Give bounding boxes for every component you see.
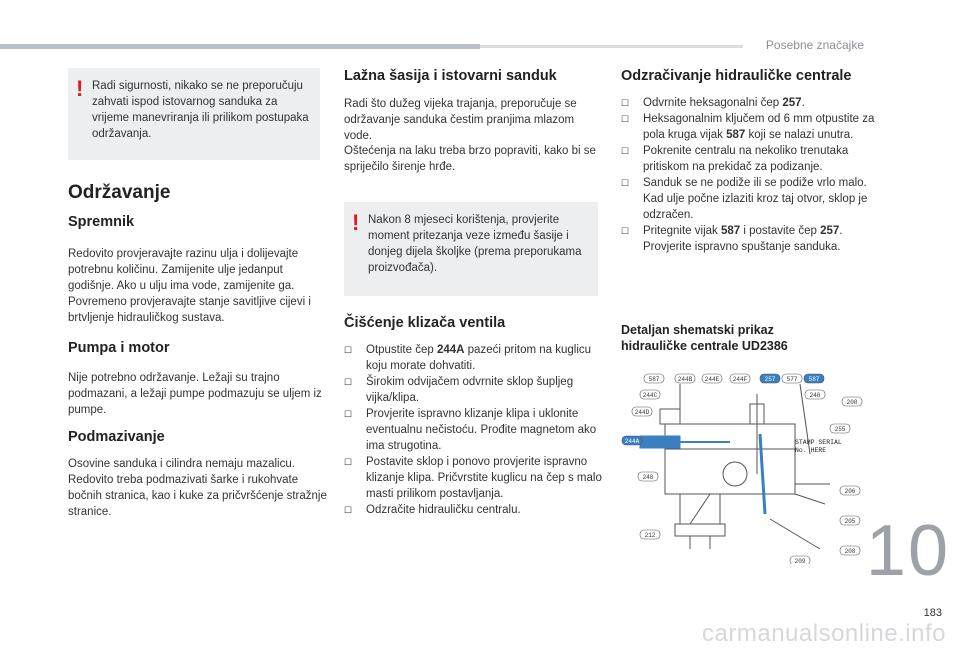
- diagram-label: 244F: [732, 375, 748, 383]
- text-lazna-2: Oštećenja na laku treba brzo popraviti, kako bi se spriječilo širenje hrđe.: [344, 145, 596, 173]
- list-item: ☐ Postavite sklop i ponovo provjerite ispravno klizanje klipa. Pričvrstite kuglicu na čep s malo masti prilikom postavljanja.: [344, 456, 602, 500]
- list-item: ☐ Pritegnite vijak 587 i postavite čep 257. Provjerite ispravno spuštanje sanduka.: [621, 225, 843, 253]
- diagram-label: 209: [794, 557, 806, 564]
- header-bar-light: [480, 45, 743, 48]
- diagram-label: 577: [786, 375, 798, 383]
- diagram-label: 244E: [704, 375, 720, 383]
- diagram-label: 212: [644, 531, 656, 539]
- diagram-label: 255: [834, 425, 846, 433]
- diagram-label: 246: [809, 391, 821, 399]
- chapter-number: 10: [865, 511, 950, 591]
- warning-icon: !: [76, 76, 84, 101]
- heading-diagram: Detaljan shematski prikaz hidrauličke centrale UD2386: [621, 323, 788, 353]
- list-item: ☐ Heksagonalnim ključem od 6 mm otpustite za pola kruga vijak 587 koji se nalazi unutra.: [621, 113, 875, 141]
- text-spremnik: Redovito provjeravajte razinu ulja i dolijevajte potrebnu količinu. Zamijenite ulje jedanput godišnje. Ako u ulju ima vode, zamijenite ga. Povremeno provjeravajte stanje savitljive cijevi i brtvljenje hidrauličkog sustava.: [68, 248, 311, 324]
- diagram-label: 244B: [677, 375, 693, 383]
- list-item: ☐ Širokim odvijačem odvrnite sklop šupljeg vijka/klipa.: [344, 376, 574, 404]
- list-item: ☐ Odvrnite heksagonalni čep 257.: [621, 97, 805, 109]
- diagram-label: 208: [844, 547, 856, 555]
- diagram-circle: [723, 462, 747, 486]
- diagram-label: 244C: [642, 391, 658, 399]
- list-ciscenje: [344, 342, 602, 518]
- section-title: Posebne značajke: [765, 38, 864, 52]
- page-number: 183: [923, 607, 942, 619]
- list-item: ☐ Provjerite ispravno klizanje klipa i uklonite eventualnu nečistoću. Prođite magnetom ako ima strugotina.: [344, 408, 597, 452]
- list-item: ☐ Otpustite čep 244A pazeći pritom na kuglicu koju morate dohvatiti.: [344, 344, 592, 372]
- diagram-label: 244D: [634, 408, 650, 416]
- heading-odzracivanje: Odzračivanje hidrauličke centrale: [621, 68, 852, 84]
- list-item: ☐ Sanduk se ne podiže ili se podiže vrlo malo. Kad ulje počne izlaziti kroz taj otvor, sklop je odzračen.: [621, 177, 868, 221]
- watermark: carmanualsonline.info: [702, 620, 946, 647]
- list-odzracivanje: [621, 95, 875, 255]
- diagram-label: 587: [808, 375, 820, 383]
- text-lazna-1: Radi što dužeg vijeka trajanja, preporučuje se održavanje sanduka čestim pranjima mlazom vode.: [344, 98, 577, 142]
- heading-spremnik: Spremnik: [68, 214, 135, 230]
- heading-podmazivanje: Podmazivanje: [68, 429, 165, 445]
- diagram-label: 248: [642, 473, 654, 481]
- diagram-label: 587: [648, 375, 660, 383]
- diagram-label: 257: [764, 375, 776, 383]
- diagram-label: 244A: [624, 437, 640, 445]
- heading-ciscenje: Čišćenje klizača ventila: [344, 315, 506, 331]
- safety-warning-box: [68, 68, 320, 160]
- heading-odrzavanje: Održavanje: [68, 182, 171, 203]
- moment-warning-box: [344, 202, 598, 296]
- text-pumpa: Nije potrebno održavanje. Ležaji su trajno podmazani, a ležaji pumpe podmazuju se uljem iz pumpe.: [68, 372, 322, 416]
- list-item: ☐ Pokrenite centralu na nekoliko trenutaka pritiskom na prekidač za podizanje.: [621, 145, 849, 173]
- warning-text: Nakon 8 mjeseci korištenja, provjerite moment pritezanja veze između šasije i donjeg dijela školjke (prema preporukama proizvođača).: [368, 214, 582, 274]
- diagram-label: 205: [844, 517, 856, 525]
- diagram-label: 208: [846, 398, 858, 406]
- stamp-serial-label: STAMP SERIAL No. HERE: [795, 439, 842, 454]
- diagram-block: [665, 424, 795, 494]
- list-item: ☐ Odzračite hidrauličku centralu.: [344, 504, 521, 516]
- header-bar: [0, 44, 480, 49]
- warning-text: Radi sigurnosti, nikako se ne preporučuju zahvati ispod istovarnog sanduka za vrijeme manevriranja ili prilikom postupaka održavanja.: [92, 80, 309, 140]
- text-podmazivanje: Osovine sanduka i cilindra nemaju mazalicu. Redovito treba podmazivati šarke i rukohvate bočnih stranica, kao i kuke za pričvršćenje stražnje stranice.: [68, 458, 327, 518]
- diagram-label: 206: [844, 487, 856, 495]
- hydraulic-diagram: [620, 364, 870, 564]
- heading-lazna-sasija: Lažna šasija i istovarni sanduk: [344, 68, 557, 84]
- heading-pumpa: Pumpa i motor: [68, 340, 170, 356]
- warning-icon: !: [352, 210, 360, 235]
